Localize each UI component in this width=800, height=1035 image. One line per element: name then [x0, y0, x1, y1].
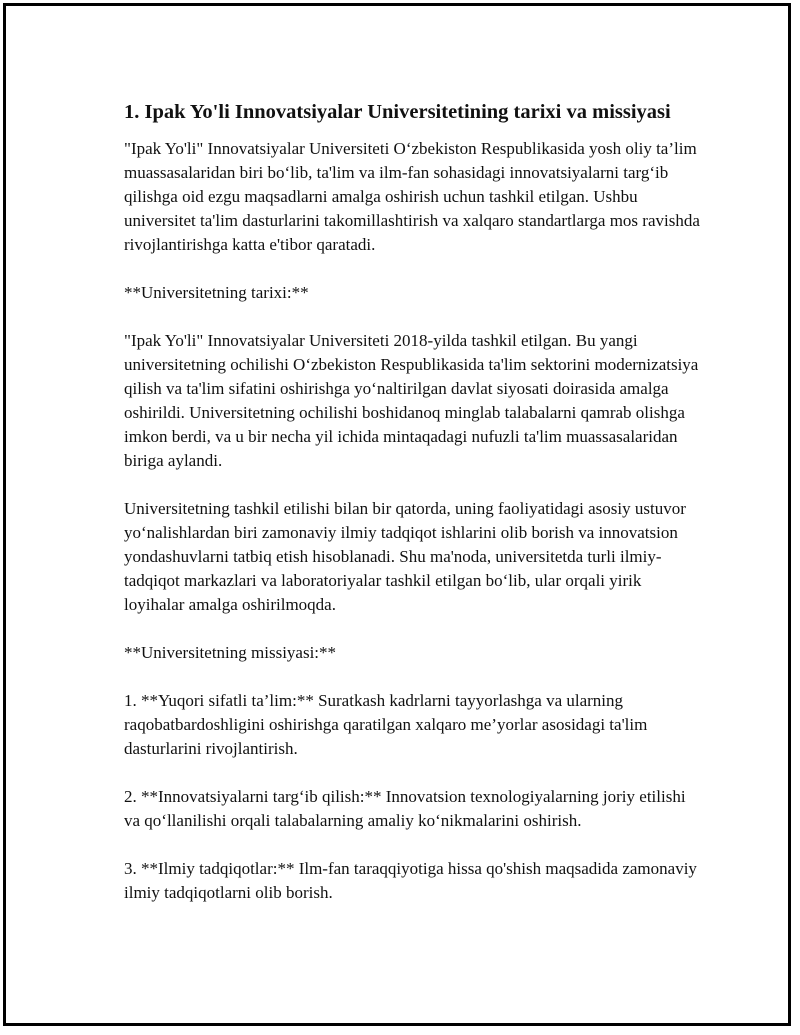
mission-item-1: 1. **Yuqori sifatli ta’lim:** Suratkash kadrlarni tayyorlashga va ularning raqobatbardoshligini oshirishga qaratilgan xalqaro me’yorlar asosidagi ta'lim dasturlarini rivojlantirish. — [124, 691, 648, 758]
history-paragraph-2: Universitetning tashkil etilishi bilan bir qatorda, uning faoliyatidagi asosiy ustuvor yo‘nalishlardan biri zamonaviy ilmiy tadqiqot ishlarini olib borish va innovatsion yondashuvlarni tatbiq etish hisoblanadi. Shu ma'noda, universitetda turli ilmiy-tadqiqot markazlari va laboratoriyalar tashkil etilgan bo‘lib, ular orqali yirik loyihalar amalga oshirilmoqda. — [124, 499, 686, 614]
history-heading: **Universitetning tarixi:** — [124, 283, 309, 302]
document-body — [124, 99, 704, 929]
page-frame — [3, 3, 791, 1026]
intro-paragraph: "Ipak Yo'li" Innovatsiyalar Universiteti O‘zbekiston Respublikasida yosh oliy ta’lim muassasalaridan biri bo‘lib, ta'lim va ilm-fan sohasidagi innovatsiyalarni targ‘ib qilishga oid ezgu maqsadlarni amalga oshirish uchun tashkil etilgan. Ushbu universitet ta'lim dasturlarini takomillashtirish va xalqaro standartlarga mos ravishda rivojlantirishga katta e'tibor qaratadi. — [124, 139, 700, 254]
document-title: 1. Ipak Yo'li Innovatsiyalar Universitetining tarixi va missiyasi — [124, 101, 671, 123]
mission-item-2: 2. **Innovatsiyalarni targ‘ib qilish:** Innovatsion texnologiyalarning joriy etilishi va qo‘llanilishi orqali talabalarning amaliy ko‘nikmalarini oshirish. — [124, 787, 686, 830]
mission-heading: **Universitetning missiyasi:** — [124, 643, 337, 662]
mission-item-3: 3. **Ilmiy tadqiqotlar:** Ilm-fan taraqqiyotiga hissa qo'shish maqsadida zamonaviy ilmiy tadqiqotlarni olib borish. — [124, 859, 697, 902]
history-paragraph-1: "Ipak Yo'li" Innovatsiyalar Universiteti 2018-yilda tashkil etilgan. Bu yangi universitetning ochilishi O‘zbekiston Respublikasida ta'lim sektorini modernizatsiya qilish va ta'lim sifatini oshirishga yo‘naltirilgan davlat siyosati doirasida amalga oshirildi. Universitetning ochilishi boshidanoq minglab talabalarni qamrab olishga imkon berdi, va u bir necha yil ichida mintaqadagi nufuzli ta'lim muassasalaridan biriga aylandi. — [124, 331, 699, 470]
